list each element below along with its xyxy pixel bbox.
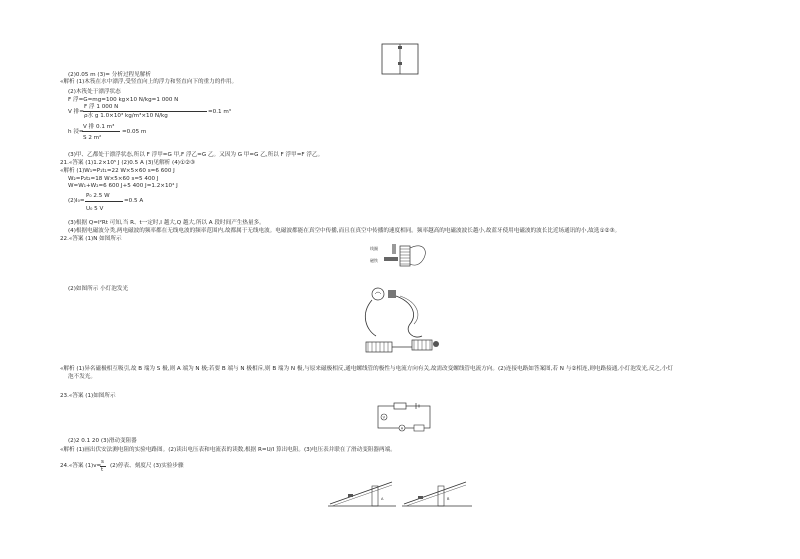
incline-figure-24 <box>326 476 476 510</box>
fraction-bar <box>85 201 123 202</box>
line-21-4: (4)根据电磁波分类,两电磁波的频率都在无线电波的频率范围内,故都属于无线电波。电磁波都能在真空中传播,而且在真空中传播的速度相同。频率越高的电磁波波长越小,故蓝牙使用电磁波的波长比近场通讯的小,故选①②③。 <box>68 228 621 234</box>
magnet-label: 磁铁 <box>370 258 378 263</box>
answer-24-num: s <box>101 459 104 465</box>
voltmeter-icon: V <box>382 415 386 420</box>
line-buoyancy: F 浮=G=mg=100 kg×10 N/kg=1 000 N <box>68 97 179 103</box>
incline-label-a: A <box>381 497 384 501</box>
line-depth-rhs: =0.05 m <box>122 129 147 135</box>
line-answer-23-2: (2)2 0.1 20 (3)滑动变阻器 <box>68 438 137 444</box>
coil-label: 线圈 <box>370 246 378 251</box>
answer-24-den: t <box>101 467 104 473</box>
line-21-w: W=W₁+W₂=6 600 J+5 400 J=1.2×10⁴ J <box>68 183 178 189</box>
line-volume-den: ρ水 g 1.0×10³ kg/m³×10 N/kg <box>84 113 168 119</box>
line-analysis-22-cont: 泡不发光。 <box>68 374 96 380</box>
fraction-bar <box>83 111 207 112</box>
line-21-2-den: U₀ 5 V <box>86 206 104 212</box>
circuit-figure-23 <box>370 400 438 434</box>
line-20-2-state: (2)木筏处于漂浮状态 <box>68 89 121 95</box>
line-depth-num: V 排 0.1 m³ <box>83 124 115 130</box>
beaker-figure <box>380 42 420 76</box>
fraction-bar <box>82 131 120 132</box>
answer-23-header: 23.«答案 (1)如图所示 <box>60 393 116 399</box>
line-analysis-23: «解析 (1)画出伏安法测电阻的实验电路图。(2)读出电压表和电流表的读数,根据 R=U/I 算出电阻。(3)电压表并联在了滑动变阻器两端。 <box>60 447 396 453</box>
line-21-3: (3)根据 Q=I²Rt 可知,当 R、t一定时,I 越大,Q 越大,所以 A 段时间产生热量多。 <box>68 220 265 226</box>
line-volume-num: F 浮 1 000 N <box>84 104 119 110</box>
answer-21-header: 21.«答案 (1)1.2×10⁵ J (2)0.5 A (3)见解析 (4)①②③ <box>60 160 196 166</box>
answer-22-header: 22.«答案 (1)N 如图所示 <box>60 236 122 242</box>
line-22-2: (2)如图所示 小灯泡发光 <box>68 286 129 292</box>
line-21-2-num: P₀ 2.5 W <box>86 193 110 199</box>
line-20-3: (3)甲、乙都处于漂浮状态,所以 F 浮甲=G 甲,F 浮乙=G 乙。又因为 G 甲=G 乙,所以 F 浮甲=F 浮乙。 <box>68 152 324 158</box>
line-analysis-20-1: «解析 (1)木筏在水中漂浮,受竖直向上的浮力和竖直向下的重力的作用。 <box>60 79 238 85</box>
line-21-2-rhs: =0.5 A <box>124 198 144 204</box>
line-depth-lhs: h 浸= <box>68 129 84 135</box>
line-21-w2: W₂=P₂t₂=18 W×5×60 s=5 400 J <box>68 176 159 182</box>
line-21-2-lhs: (2)I₀= <box>68 198 85 204</box>
answer-24-rhs: (2)停表、刻度尺 (3)实验步骤 <box>110 463 184 469</box>
answer-24-lhs: 24.«答案 (1)v= <box>60 463 102 469</box>
line-volume-rhs: =0.1 m³ <box>208 109 232 115</box>
circuit-figure-22 <box>352 284 442 362</box>
line-21-1: «解析 (1)W₁=P₁t₁=22 W×5×60 s=6 600 J <box>60 168 175 174</box>
line-analysis-22: «解析 (1)异名磁极相互吸引,故 B 端为 S 极,则 A 端为 N 极;若要 B 端与 N 极相斥,则 B 端为 N 极,与原来磁极相反,通电螺线管的极性与电流方向有关,故需改变螺线管电流方向。(2)连接电路如答案图,若 N 与②相连,则电路接通,小灯泡发光,反之,小灯 <box>60 366 673 372</box>
coil-magnet-figure <box>368 240 434 270</box>
incline-label-b: B <box>447 497 450 501</box>
line-volume-lhs: V 排= <box>68 109 84 115</box>
line-depth-den: S 2 m² <box>83 135 102 141</box>
line-answer-20-2: (2)0.05 m (3)= 分析过程见解析 <box>68 72 151 78</box>
ammeter-icon: A <box>400 426 404 431</box>
